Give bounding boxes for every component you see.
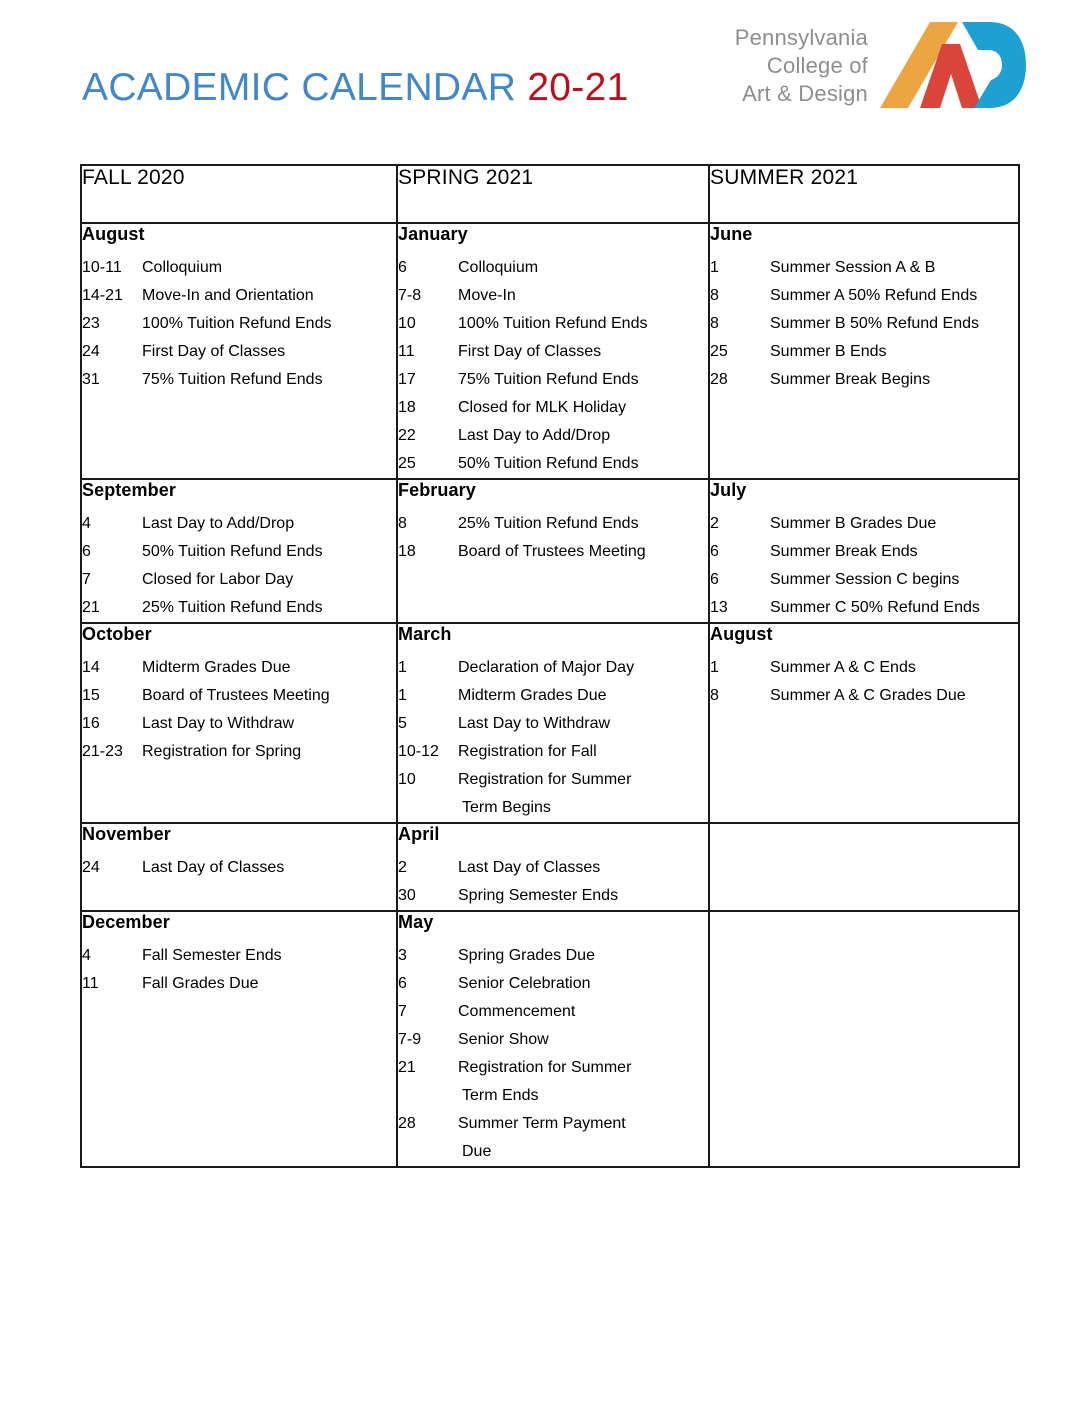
event-date: 1 (710, 659, 719, 676)
event-date: 14-21 (82, 287, 123, 304)
event-list (398, 854, 708, 910)
event-description: Move-In (458, 287, 516, 304)
event-description: Last Day to Add/Drop (142, 515, 295, 532)
calendar-row (81, 911, 1019, 1167)
page-title-years: 20-21 (527, 66, 629, 109)
month-cell-august (709, 623, 1019, 823)
event-date: 6 (82, 543, 91, 560)
event-description: Summer Session C begins (770, 571, 960, 588)
event-description: Closed for Labor Day (142, 571, 294, 588)
event-row (82, 566, 396, 594)
logo-line-1: Pennsylvania (734, 24, 868, 50)
event-description: Colloquium (142, 259, 223, 276)
month-name: June (710, 224, 753, 244)
event-description: Registration for Fall (458, 743, 597, 760)
event-description: Summer A 50% Refund Ends (770, 287, 978, 304)
event-date: 18 (398, 543, 416, 560)
page-title-main: ACADEMIC CALENDAR (82, 66, 528, 109)
event-row (82, 338, 396, 366)
event-description: 75% Tuition Refund Ends (458, 371, 639, 388)
event-description: 100% Tuition Refund Ends (142, 315, 332, 332)
event-date: 2 (710, 515, 719, 532)
month-name: November (82, 824, 171, 844)
event-date: 24 (82, 859, 100, 876)
event-date: 1 (398, 687, 407, 704)
month-cell-october (81, 623, 397, 823)
month-cell-july (709, 479, 1019, 623)
event-date: 21 (398, 1059, 416, 1076)
event-date: 1 (398, 659, 407, 676)
event-date: 6 (398, 259, 407, 276)
event-list (398, 654, 708, 822)
event-date: 28 (710, 371, 728, 388)
calendar-row (81, 823, 1019, 911)
event-description: First Day of Classes (458, 343, 602, 360)
event-row (398, 710, 708, 738)
event-description: Board of Trustees Meeting (142, 687, 330, 704)
event-date: 28 (398, 1115, 416, 1132)
event-date: 2 (398, 859, 407, 876)
event-description: Last Day to Add/Drop (458, 427, 611, 444)
event-row (710, 254, 1018, 282)
empty-month-cell (709, 911, 1019, 1167)
logo-wordmark (735, 24, 868, 108)
event-date: 6 (398, 975, 407, 992)
month-name: January (398, 224, 468, 244)
event-description: Closed for MLK Holiday (458, 399, 627, 416)
academic-calendar-table (80, 164, 1020, 1168)
event-description: Fall Semester Ends (142, 947, 282, 964)
event-list (82, 854, 396, 882)
event-date: 10 (398, 771, 416, 788)
event-row (398, 366, 708, 394)
month-name: July (710, 480, 747, 500)
event-row (82, 710, 396, 738)
event-description: Last Day to Withdraw (142, 715, 295, 732)
event-row (710, 310, 1018, 338)
event-row (82, 282, 396, 310)
month-name: August (82, 224, 145, 244)
event-date: 8 (710, 687, 719, 704)
pcad-monogram-icon (878, 22, 1026, 110)
event-date: 24 (82, 343, 100, 360)
event-row (398, 682, 708, 710)
event-description-continued: Term Ends (462, 1087, 539, 1104)
event-description: Last Day of Classes (142, 859, 285, 876)
event-row (398, 766, 708, 794)
month-name: December (82, 912, 170, 932)
event-list (710, 654, 1018, 710)
month-name: October (82, 624, 152, 644)
event-description: 50% Tuition Refund Ends (142, 543, 323, 560)
event-date: 11 (398, 343, 415, 360)
month-cell-august (81, 223, 397, 479)
event-list (82, 942, 396, 998)
event-date: 14 (82, 659, 100, 676)
event-description: Colloquium (458, 259, 539, 276)
event-list (82, 654, 396, 766)
event-list (398, 510, 708, 566)
event-description: Summer Break Begins (770, 371, 931, 388)
event-row (82, 594, 396, 622)
month-cell-november (81, 823, 397, 911)
month-cell-february (397, 479, 709, 623)
event-description: Spring Grades Due (458, 947, 595, 964)
event-date: 4 (82, 515, 91, 532)
event-row (398, 254, 708, 282)
event-row (82, 682, 396, 710)
table-body (81, 223, 1019, 1167)
event-row (82, 366, 396, 394)
event-date: 23 (82, 315, 100, 332)
logo-line-3: Art & Design (742, 81, 868, 107)
event-row (398, 282, 708, 310)
month-cell-december (81, 911, 397, 1167)
event-date: 30 (398, 887, 416, 904)
month-cell-april (397, 823, 709, 911)
event-description: Summer A & C Grades Due (770, 687, 966, 704)
event-row (82, 854, 396, 882)
event-date: 7 (398, 1003, 407, 1020)
event-description: Midterm Grades Due (458, 687, 607, 704)
event-date: 3 (398, 947, 407, 964)
event-list (710, 510, 1018, 622)
calendar-row (81, 479, 1019, 623)
event-description: Fall Grades Due (142, 975, 259, 992)
month-name: August (710, 624, 773, 644)
event-row (398, 654, 708, 682)
event-row (710, 594, 1018, 622)
event-list (82, 254, 396, 394)
event-description: First Day of Classes (142, 343, 286, 360)
event-date: 25 (398, 455, 416, 472)
empty-month-cell (709, 823, 1019, 911)
event-description-continued: Term Begins (462, 799, 551, 816)
event-row (710, 338, 1018, 366)
event-row (398, 738, 708, 766)
column-header-spring: SPRING 2021 (397, 165, 709, 223)
page-header (0, 0, 1088, 150)
event-date: 8 (398, 515, 407, 532)
event-description: Board of Trustees Meeting (458, 543, 646, 560)
event-date: 11 (82, 975, 99, 992)
event-date: 7-9 (398, 1031, 422, 1048)
month-name: March (398, 624, 452, 644)
event-description: Last Day of Classes (458, 859, 601, 876)
event-date: 13 (710, 599, 728, 616)
event-row (710, 366, 1018, 394)
event-date: 22 (398, 427, 416, 444)
event-description-continued: Due (462, 1143, 492, 1160)
event-row (82, 310, 396, 338)
event-row (710, 566, 1018, 594)
month-cell-may (397, 911, 709, 1167)
event-description: Summer B 50% Refund Ends (770, 315, 979, 332)
event-row (82, 738, 396, 766)
event-date: 7-8 (398, 287, 422, 304)
event-row (398, 510, 708, 538)
event-list (398, 254, 708, 478)
event-row (82, 942, 396, 970)
event-row (710, 282, 1018, 310)
event-date: 1 (710, 259, 719, 276)
event-date: 6 (710, 571, 719, 588)
event-row (710, 682, 1018, 710)
event-row (398, 998, 708, 1026)
event-row (82, 538, 396, 566)
event-row (398, 538, 708, 566)
event-date: 15 (82, 687, 100, 704)
event-description: Summer B Grades Due (770, 515, 937, 532)
event-date: 31 (82, 371, 100, 388)
event-row (398, 970, 708, 998)
event-date: 7 (82, 571, 91, 588)
month-name: September (82, 480, 176, 500)
month-name: May (398, 912, 434, 932)
month-name: April (398, 824, 440, 844)
event-row (82, 970, 396, 998)
logo-line-2: College of (766, 52, 868, 78)
event-row (398, 422, 708, 450)
event-date: 10 (398, 315, 416, 332)
event-description: Move-In and Orientation (142, 287, 314, 304)
event-description: Summer A & C Ends (770, 659, 916, 676)
event-description: 25% Tuition Refund Ends (458, 515, 639, 532)
event-row (398, 310, 708, 338)
event-row (398, 1054, 708, 1082)
event-row (398, 942, 708, 970)
month-cell-january (397, 223, 709, 479)
event-description: Registration for Summer (458, 771, 632, 788)
event-date: 16 (82, 715, 100, 732)
event-description: Registration for Summer (458, 1059, 632, 1076)
event-description: Summer Break Ends (770, 543, 918, 560)
event-row (398, 1110, 708, 1138)
event-date: 10-11 (82, 259, 122, 276)
event-date: 8 (710, 315, 719, 332)
event-row (398, 882, 708, 910)
event-list (398, 942, 708, 1166)
event-row (398, 854, 708, 882)
event-description: 75% Tuition Refund Ends (142, 371, 323, 388)
event-row (82, 254, 396, 282)
table-header-row (81, 165, 1019, 223)
event-description: 25% Tuition Refund Ends (142, 599, 323, 616)
event-date: 21-23 (82, 743, 123, 760)
event-row (710, 654, 1018, 682)
month-cell-september (81, 479, 397, 623)
event-row (398, 450, 708, 478)
event-date: 10-12 (398, 743, 439, 760)
event-description: 50% Tuition Refund Ends (458, 455, 639, 472)
pcad-logo (735, 22, 1026, 110)
event-date: 21 (82, 599, 100, 616)
column-header-summer: SUMMER 2021 (709, 165, 1019, 223)
event-row (398, 1026, 708, 1054)
calendar-row (81, 223, 1019, 479)
event-description: Spring Semester Ends (458, 887, 619, 904)
event-date: 18 (398, 399, 416, 416)
event-description: Summer Session A & B (770, 259, 936, 276)
event-date: 6 (710, 543, 719, 560)
event-row (82, 654, 396, 682)
event-list (710, 254, 1018, 394)
event-row (710, 510, 1018, 538)
month-name: February (398, 480, 476, 500)
event-date: 4 (82, 947, 91, 964)
event-description: Registration for Spring (142, 743, 302, 760)
calendar-row (81, 623, 1019, 823)
event-date: 17 (398, 371, 416, 388)
event-description: Summer C 50% Refund Ends (770, 599, 980, 616)
event-row (398, 394, 708, 422)
month-cell-june (709, 223, 1019, 479)
event-description: Midterm Grades Due (142, 659, 291, 676)
column-header-fall: FALL 2020 (81, 165, 397, 223)
event-description: Commencement (458, 1003, 576, 1020)
event-date: 25 (710, 343, 728, 360)
month-cell-march (397, 623, 709, 823)
event-row (710, 538, 1018, 566)
event-date: 8 (710, 287, 719, 304)
event-description: Last Day to Withdraw (458, 715, 611, 732)
event-description: Summer B Ends (770, 343, 887, 360)
event-description: 100% Tuition Refund Ends (458, 315, 648, 332)
event-description: Senior Show (458, 1031, 549, 1048)
page-title (82, 66, 629, 110)
event-row (82, 510, 396, 538)
event-description: Declaration of Major Day (458, 659, 635, 676)
event-row (398, 338, 708, 366)
event-description: Senior Celebration (458, 975, 591, 992)
event-list (82, 510, 396, 622)
event-date: 5 (398, 715, 407, 732)
event-description: Summer Term Payment (458, 1115, 626, 1132)
